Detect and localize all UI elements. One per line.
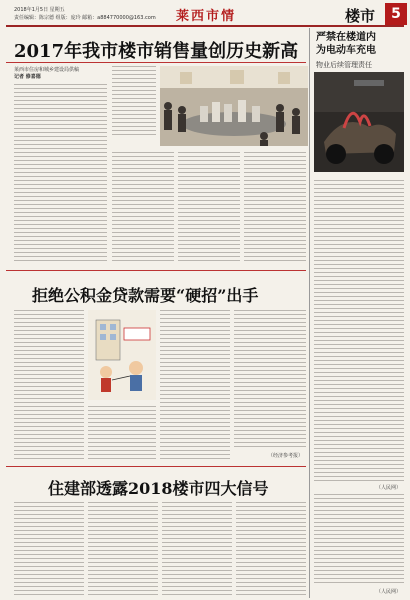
- lead-text-col-4: [178, 152, 240, 264]
- masthead-rule: [6, 25, 404, 27]
- lead-text-col-5: [244, 152, 306, 264]
- article3-text-col-2: [88, 502, 158, 596]
- article2-text-col-3: [160, 310, 230, 462]
- lead-text-col-2-top: [112, 66, 156, 136]
- article2-text-col-1: [14, 310, 84, 462]
- section-name: 楼市: [345, 7, 376, 25]
- scooter-fire-illustration: [314, 72, 404, 172]
- headline-divider: [6, 62, 306, 63]
- article3-top-divider: [6, 466, 306, 467]
- sidebar-subhead: 物业后续管理责任: [316, 61, 372, 69]
- sales-office-illustration: [160, 66, 308, 146]
- article3-text-col-3: [162, 502, 232, 596]
- article2-source: （经济参考报）: [268, 453, 304, 459]
- burnt-scooter-photo: [314, 72, 404, 172]
- sidebar-headline-line2: 为电动车充电: [316, 45, 376, 56]
- lead-byline-source: 莱西市住房和城乡建设局供稿: [14, 67, 80, 73]
- lead-text-col-1: [14, 84, 107, 264]
- article2-headline: 拒绝公积金贷款需要“硬招”出手: [32, 286, 259, 305]
- article3-text-col-4: [236, 502, 306, 596]
- fund-loan-cartoon: [88, 310, 156, 400]
- issue-date: 2018年1月5日 星期五: [14, 7, 65, 13]
- lead-headline: 2017年我市楼市销售量创历史新高: [14, 41, 299, 62]
- article2-text-col-2: [88, 406, 156, 462]
- newspaper-brand: 莱西市情: [176, 9, 237, 24]
- sidebar-divider: [309, 28, 310, 598]
- article2-top-divider: [6, 270, 306, 271]
- lead-text-col-3: [112, 152, 174, 264]
- editor-credits: 责任编辑：陈宗德 组版：庞玲 邮箱：a884770000@163.com: [14, 15, 156, 21]
- article3-headline: 住建部透露2018楼市四大信号: [48, 479, 269, 498]
- sidebar-text-top: [314, 180, 404, 482]
- sales-office-photo: [160, 66, 308, 146]
- sidebar-text-bottom: [314, 494, 404, 586]
- page-number: 5: [385, 3, 407, 25]
- article3-text-col-1: [14, 502, 84, 596]
- cartoon-illustration: [88, 310, 156, 400]
- sidebar-source-2: （人民网）: [376, 589, 402, 595]
- article2-text-col-4: [234, 310, 306, 450]
- sidebar-headline-line1: 严禁在楼道内: [316, 32, 376, 43]
- lead-byline-reporter: 记者 修喜德: [14, 74, 41, 80]
- sidebar-source-1: （人民网）: [376, 485, 402, 491]
